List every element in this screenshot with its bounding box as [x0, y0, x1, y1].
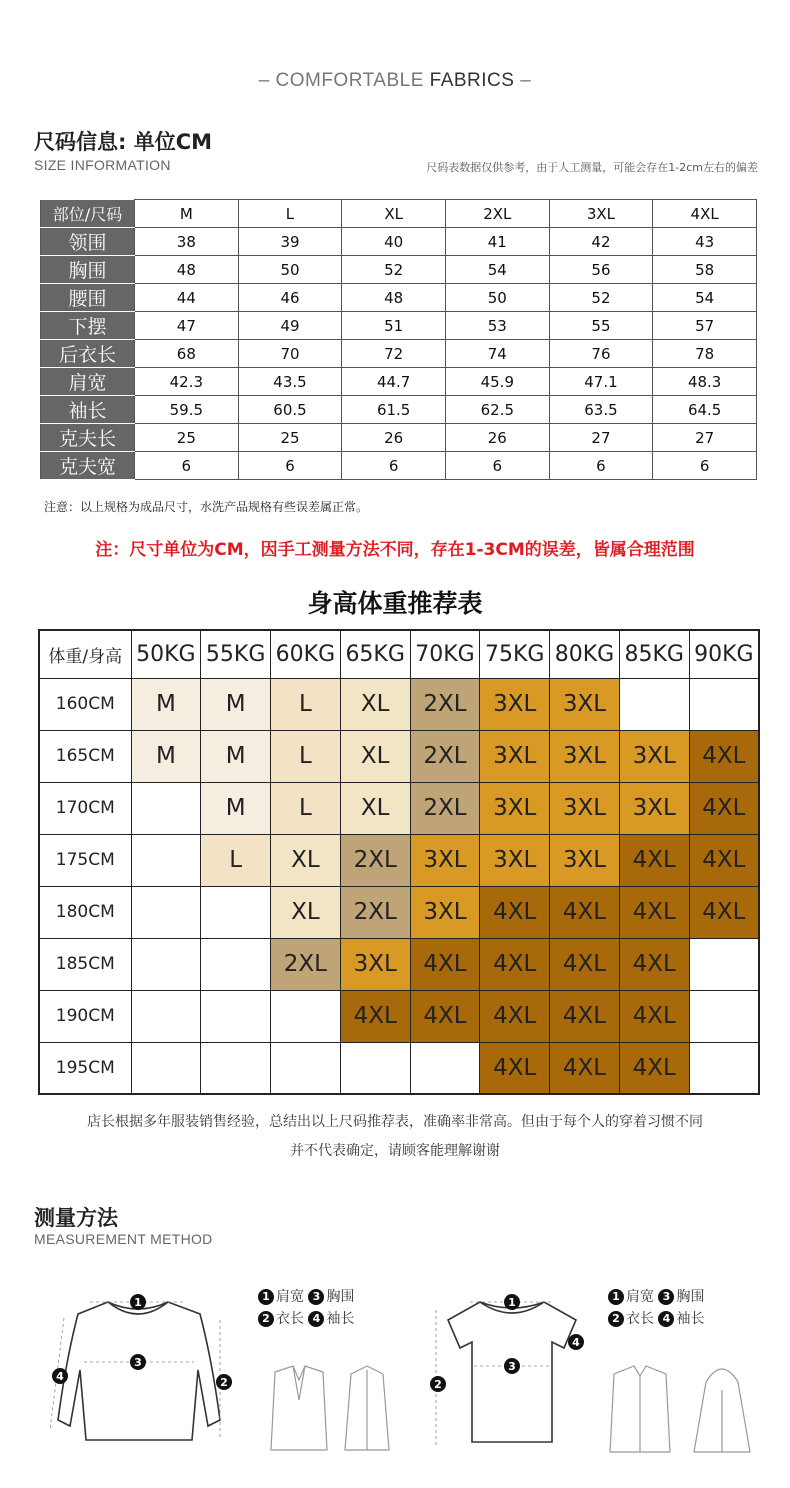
size-cell: 48	[342, 284, 446, 312]
blazer-jacket-icons	[255, 1360, 405, 1460]
recommend-cell: 4XL	[689, 834, 759, 886]
measure-title: 测量方法	[34, 1206, 118, 1230]
size-table-row	[41, 284, 757, 312]
recommend-cell	[201, 1042, 271, 1094]
size-cell: 6	[135, 452, 239, 480]
recommend-cell: 3XL	[550, 782, 620, 834]
size-cell: 57	[653, 312, 757, 340]
size-table-header	[41, 200, 757, 228]
recommend-cell: 4XL	[619, 886, 689, 938]
size-table-row	[41, 340, 757, 368]
recommend-header	[39, 630, 759, 678]
size-info-subtitle: SIZE INFORMATION	[34, 157, 171, 173]
weight-header: 60KG	[271, 630, 341, 678]
recommend-cell: 4XL	[550, 990, 620, 1042]
legend-right	[608, 1286, 704, 1330]
shop-note-line2: 并不代表确定，请顾客能理解谢谢	[290, 1143, 500, 1159]
recommend-cell: 3XL	[619, 782, 689, 834]
size-row-label: 后衣长	[41, 340, 135, 368]
recommend-cell	[410, 1042, 480, 1094]
weight-header: 75KG	[480, 630, 550, 678]
section-header	[0, 70, 790, 92]
recommend-row	[39, 782, 759, 834]
recommend-cell	[131, 990, 201, 1042]
size-cell: 44.7	[342, 368, 446, 396]
recommend-cell: M	[201, 678, 271, 730]
recommend-cell: 4XL	[619, 990, 689, 1042]
size-cell: 54	[445, 256, 549, 284]
size-row-label: 领围	[41, 228, 135, 256]
recommend-cell: 3XL	[619, 730, 689, 782]
size-cell: 38	[135, 228, 239, 256]
header-strong: FABRICS	[429, 70, 515, 91]
size-cell: 6	[238, 452, 342, 480]
recommend-cell: 4XL	[410, 990, 480, 1042]
size-cell: 62.5	[445, 396, 549, 424]
tshirt-diagram	[430, 1280, 595, 1465]
svg-text:1: 1	[508, 1296, 516, 1309]
size-cell: 44	[135, 284, 239, 312]
size-cell: 50	[445, 284, 549, 312]
recommend-cell	[689, 678, 759, 730]
recommend-cell	[271, 1042, 341, 1094]
sweater-marker-3	[130, 1354, 146, 1370]
legend-num: 2	[608, 1311, 624, 1327]
size-cell: 26	[342, 424, 446, 452]
shop-note-line1: 店长根据多年服装销售经验，总结出以上尺码推荐表，准确率非常高。但由于每个人的穿着习惯不同	[87, 1114, 703, 1130]
recommend-cell: L	[271, 678, 341, 730]
legend-num: 3	[308, 1289, 324, 1305]
recommend-cell: M	[131, 678, 201, 730]
size-table-row	[41, 452, 757, 480]
size-cell: 6	[653, 452, 757, 480]
size-row-label: 克夫长	[41, 424, 135, 452]
recommend-cell: 3XL	[480, 730, 550, 782]
size-cell: 55	[549, 312, 653, 340]
size-cell: 56	[549, 256, 653, 284]
spec-note: 注意：以上规格为成品尺寸，水洗产品规格有些误差属正常。	[44, 500, 369, 514]
recommend-cell: XL	[340, 730, 410, 782]
size-cell: 43	[653, 228, 757, 256]
height-label: 170CM	[39, 782, 131, 834]
size-info-title: 尺码信息: 单位CM	[34, 130, 213, 154]
legend-num: 3	[658, 1289, 674, 1305]
recommend-cell	[689, 1042, 759, 1094]
size-table-row	[41, 228, 757, 256]
sweater-marker-4	[52, 1368, 68, 1384]
size-table-row	[41, 312, 757, 340]
size-cell: 61.5	[342, 396, 446, 424]
height-label: 180CM	[39, 886, 131, 938]
height-label: 190CM	[39, 990, 131, 1042]
svg-text:3: 3	[134, 1356, 142, 1369]
recommend-cell: XL	[340, 678, 410, 730]
size-cell: 41	[445, 228, 549, 256]
legend-sleeve: 袖长	[326, 1311, 355, 1327]
size-cell: 53	[445, 312, 549, 340]
size-info-note: 尺码表数据仅供参考，由于人工测量，可能会存在1-2cm左右的偏差	[426, 161, 758, 174]
size-cell: 25	[238, 424, 342, 452]
recommend-cell: 3XL	[410, 886, 480, 938]
recommend-cell: 4XL	[550, 1042, 620, 1094]
size-cell: 27	[549, 424, 653, 452]
size-corner: 部位/尺码	[41, 200, 135, 228]
recommend-cell: 2XL	[271, 938, 341, 990]
recommend-cell: 3XL	[340, 938, 410, 990]
size-cell: 6	[445, 452, 549, 480]
size-cell: 46	[238, 284, 342, 312]
svg-text:4: 4	[572, 1336, 580, 1349]
recommend-cell: 4XL	[340, 990, 410, 1042]
height-label: 165CM	[39, 730, 131, 782]
svg-text:1: 1	[134, 1296, 142, 1309]
shirt-hoodie-icons	[600, 1360, 765, 1460]
legend-num: 2	[258, 1311, 274, 1327]
weight-header: 70KG	[410, 630, 480, 678]
recommend-row	[39, 730, 759, 782]
recommend-cell	[201, 990, 271, 1042]
recommend-cell: 3XL	[550, 834, 620, 886]
legend-length: 衣长	[276, 1311, 304, 1327]
recommend-cell: 4XL	[619, 834, 689, 886]
recommend-cell	[271, 990, 341, 1042]
recommend-cell: 4XL	[619, 1042, 689, 1094]
size-cell: 6	[342, 452, 446, 480]
recommend-cell: 4XL	[689, 886, 759, 938]
recommend-cell: 4XL	[410, 938, 480, 990]
size-cell: 49	[238, 312, 342, 340]
shop-note	[0, 1108, 790, 1166]
recommend-cell	[689, 938, 759, 990]
recommend-cell: 3XL	[550, 730, 620, 782]
size-row-label: 克夫宽	[41, 452, 135, 480]
size-row-label: 腰围	[41, 284, 135, 312]
size-col-header: 4XL	[653, 200, 757, 228]
legend-num: 1	[608, 1289, 624, 1305]
size-cell: 54	[653, 284, 757, 312]
recommend-cell	[201, 938, 271, 990]
recommend-cell: 4XL	[480, 1042, 550, 1094]
recommend-corner: 体重/身高	[39, 630, 131, 678]
recommend-row	[39, 834, 759, 886]
size-cell: 45.9	[445, 368, 549, 396]
size-cell: 63.5	[549, 396, 653, 424]
size-cell: 26	[445, 424, 549, 452]
height-label: 185CM	[39, 938, 131, 990]
weight-header: 90KG	[689, 630, 759, 678]
size-table-row	[41, 396, 757, 424]
recommend-cell	[131, 938, 201, 990]
recommend-cell	[131, 782, 201, 834]
size-row-label: 肩宽	[41, 368, 135, 396]
size-cell: 47	[135, 312, 239, 340]
height-label: 175CM	[39, 834, 131, 886]
recommend-row	[39, 938, 759, 990]
recommend-cell: 2XL	[410, 782, 480, 834]
size-cell: 64.5	[653, 396, 757, 424]
measurement-illustrations	[30, 1280, 770, 1470]
sweater-marker-2	[216, 1374, 232, 1390]
sweater-marker-1	[130, 1294, 146, 1310]
header-tail: –	[514, 70, 532, 91]
size-cell: 48	[135, 256, 239, 284]
recommend-cell	[619, 678, 689, 730]
recommend-cell: XL	[271, 834, 341, 886]
recommend-cell: 3XL	[410, 834, 480, 886]
unit-warning: 注：尺寸单位为CM，因手工测量方法不同，存在1-3CM的误差，皆属合理范围	[95, 540, 695, 560]
size-cell: 60.5	[238, 396, 342, 424]
size-cell: 78	[653, 340, 757, 368]
size-col-header: 3XL	[549, 200, 653, 228]
size-cell: 68	[135, 340, 239, 368]
size-col-header: XL	[342, 200, 446, 228]
weight-header: 80KG	[550, 630, 620, 678]
recommend-cell: 3XL	[480, 678, 550, 730]
recommend-cell: XL	[271, 886, 341, 938]
size-cell: 40	[342, 228, 446, 256]
height-label: 160CM	[39, 678, 131, 730]
size-cell: 27	[653, 424, 757, 452]
tshirt-marker-2	[430, 1376, 446, 1392]
size-col-header: 2XL	[445, 200, 549, 228]
recommend-cell: 2XL	[410, 730, 480, 782]
legend-num: 4	[308, 1311, 324, 1327]
weight-header: 85KG	[619, 630, 689, 678]
size-cell: 59.5	[135, 396, 239, 424]
recommend-cell: 3XL	[480, 834, 550, 886]
size-table-row	[41, 256, 757, 284]
recommend-cell: 4XL	[550, 886, 620, 938]
recommend-cell: 3XL	[550, 678, 620, 730]
size-cell: 48.3	[653, 368, 757, 396]
recommend-row	[39, 1042, 759, 1094]
legend-shoulder: 肩宽	[276, 1289, 304, 1305]
legend-num: 4	[658, 1311, 674, 1327]
size-cell: 51	[342, 312, 446, 340]
recommend-cell: 2XL	[340, 834, 410, 886]
legend-chest: 胸围	[676, 1289, 705, 1305]
size-cell: 25	[135, 424, 239, 452]
size-cell: 74	[445, 340, 549, 368]
recommend-cell: 3XL	[480, 782, 550, 834]
size-cell: 52	[549, 284, 653, 312]
recommend-cell: L	[201, 834, 271, 886]
recommend-cell: XL	[340, 782, 410, 834]
recommend-cell: 4XL	[550, 938, 620, 990]
legend-sleeve: 袖长	[676, 1311, 705, 1327]
size-cell: 42	[549, 228, 653, 256]
size-cell: 76	[549, 340, 653, 368]
size-cell: 6	[549, 452, 653, 480]
recommend-cell	[340, 1042, 410, 1094]
tshirt-marker-1	[504, 1294, 520, 1310]
recommend-row	[39, 678, 759, 730]
svg-text:2: 2	[220, 1376, 228, 1389]
size-col-header: M	[135, 200, 239, 228]
size-table	[40, 199, 757, 480]
recommend-title: 身高体重推荐表	[307, 589, 483, 618]
weight-header: 65KG	[340, 630, 410, 678]
recommend-table	[38, 629, 760, 1095]
recommend-cell: 2XL	[410, 678, 480, 730]
size-row-label: 下摆	[41, 312, 135, 340]
recommend-cell	[131, 834, 201, 886]
recommend-cell: 4XL	[480, 990, 550, 1042]
legend-left	[258, 1286, 354, 1330]
weight-header: 55KG	[201, 630, 271, 678]
recommend-cell: 4XL	[619, 938, 689, 990]
size-cell: 72	[342, 340, 446, 368]
tshirt-marker-3	[504, 1358, 520, 1374]
header-lead: – COMFORTABLE	[258, 70, 430, 91]
recommend-cell	[689, 990, 759, 1042]
recommend-cell	[201, 886, 271, 938]
recommend-cell	[131, 886, 201, 938]
recommend-cell: 4XL	[480, 938, 550, 990]
svg-text:2: 2	[434, 1378, 442, 1391]
recommend-row	[39, 990, 759, 1042]
recommend-cell: 4XL	[689, 730, 759, 782]
svg-text:3: 3	[508, 1360, 516, 1373]
sweater-diagram	[30, 1280, 245, 1465]
recommend-cell: M	[201, 782, 271, 834]
recommend-cell: M	[131, 730, 201, 782]
recommend-cell: 2XL	[340, 886, 410, 938]
measure-subtitle: MEASUREMENT METHOD	[34, 1231, 213, 1247]
size-col-header: L	[238, 200, 342, 228]
size-cell: 47.1	[549, 368, 653, 396]
height-label: 195CM	[39, 1042, 131, 1094]
recommend-cell: 4XL	[689, 782, 759, 834]
legend-num: 1	[258, 1289, 274, 1305]
size-cell: 42.3	[135, 368, 239, 396]
svg-text:4: 4	[56, 1370, 64, 1383]
size-cell: 39	[238, 228, 342, 256]
recommend-cell	[131, 1042, 201, 1094]
legend-chest: 胸围	[326, 1289, 355, 1305]
size-row-label: 胸围	[41, 256, 135, 284]
size-cell: 58	[653, 256, 757, 284]
size-cell: 52	[342, 256, 446, 284]
weight-header: 50KG	[131, 630, 201, 678]
tshirt-marker-4	[568, 1334, 584, 1350]
legend-shoulder: 肩宽	[626, 1289, 654, 1305]
size-cell: 43.5	[238, 368, 342, 396]
size-row-label: 袖长	[41, 396, 135, 424]
size-table-row	[41, 368, 757, 396]
legend-length: 衣长	[626, 1311, 654, 1327]
recommend-row	[39, 886, 759, 938]
recommend-cell: M	[201, 730, 271, 782]
recommend-cell: L	[271, 782, 341, 834]
size-table-row	[41, 424, 757, 452]
recommend-cell: L	[271, 730, 341, 782]
recommend-cell: 4XL	[480, 886, 550, 938]
size-cell: 50	[238, 256, 342, 284]
size-cell: 70	[238, 340, 342, 368]
